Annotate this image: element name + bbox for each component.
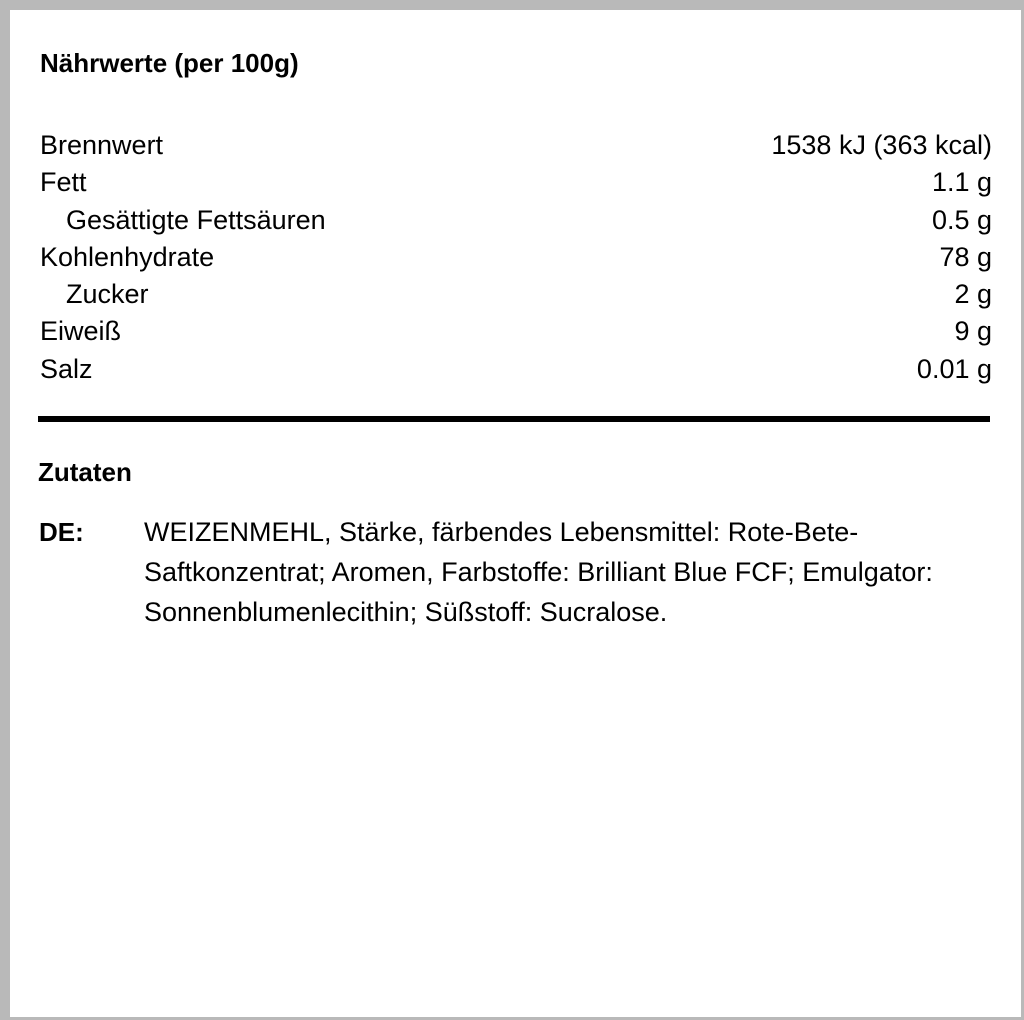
section-divider	[38, 416, 990, 422]
ingredients-text: WEIZENMEHL, Stärke, färbendes Lebensmittel: Rote-Bete-Saftkonzentrat; Aromen, Farbstoffe: Brilliant Blue FCF; Emulgator: Sonnenblumenlecithin; Süßstoff: Sucralose.	[144, 517, 933, 627]
nutrient-value: 78 g	[939, 241, 992, 272]
nutrient-name: Eiweiß	[40, 316, 122, 347]
nutrient-value: 1538 kJ (363 kcal)	[771, 130, 992, 160]
nutrient-name: Kohlenhydrate	[40, 241, 215, 272]
nutrient-name: Salz	[40, 353, 93, 384]
nutrient-name: Gesättigte Fettsäuren	[66, 204, 326, 235]
nutrition-heading: Nährwerte (per 100g)	[40, 48, 299, 78]
nutrition-row-fat	[40, 164, 992, 201]
ingredients-heading: Zutaten	[38, 457, 132, 487]
nutrition-row-carbohydrates	[40, 239, 992, 276]
nutrition-table	[40, 127, 992, 388]
ingredients-language-code: DE:	[39, 517, 84, 547]
nutrient-value: 9 g	[954, 316, 992, 347]
nutrition-label-card	[10, 10, 1021, 1017]
nutrition-row-energy	[40, 127, 992, 164]
nutrition-row-salt	[40, 351, 992, 388]
nutrient-value: 0.5 g	[931, 204, 992, 235]
nutrient-name: Fett	[40, 167, 87, 198]
nutrient-value: 2 g	[954, 279, 992, 310]
nutrition-row-protein	[40, 313, 992, 350]
nutrition-row-saturated-fat	[40, 202, 992, 239]
nutrition-row-sugar	[40, 276, 992, 313]
nutrient-name: Zucker	[66, 279, 149, 310]
nutrient-value: 0.01 g	[916, 353, 992, 384]
nutrient-value: 1.1 g	[931, 167, 992, 198]
nutrient-name: Brennwert	[40, 130, 164, 160]
